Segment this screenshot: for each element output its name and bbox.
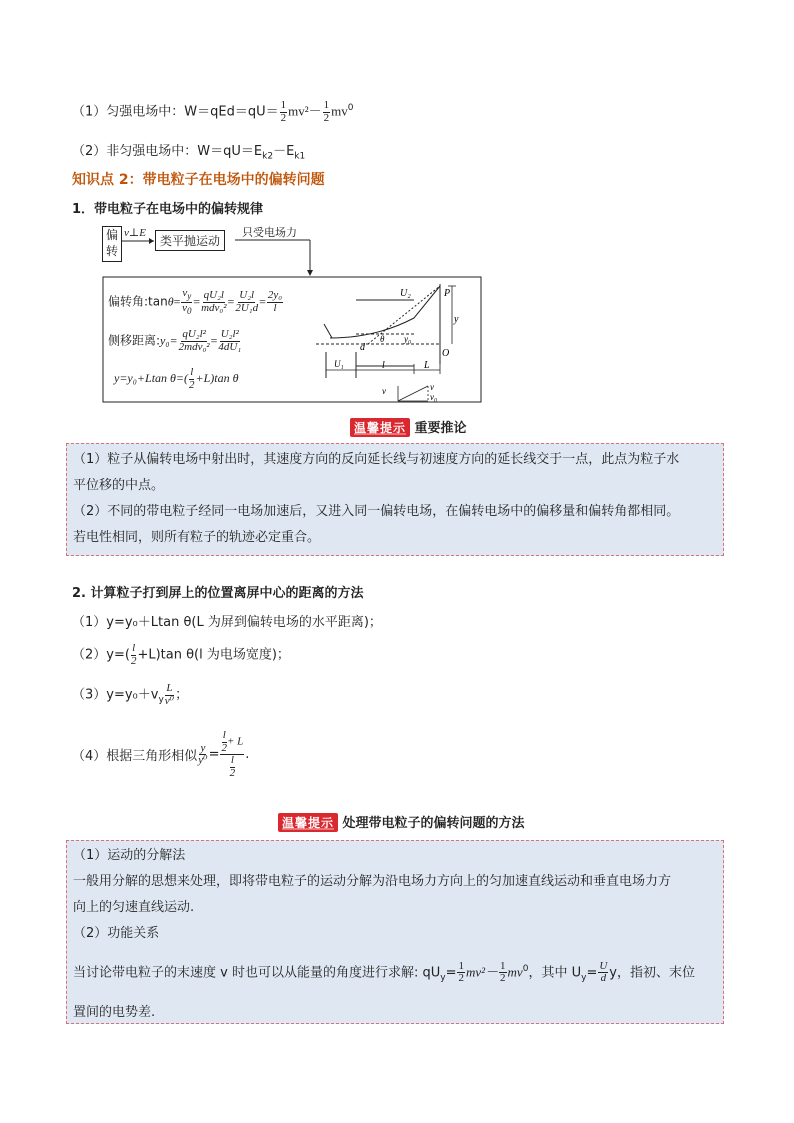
side-displacement-formula: 侧移距离:y₀= $\frac{\text{qU₂l²}}{\text{2mdv₀²}}$ = $\frac{\text{U₂l²}}{\text{4dU₁}}$ (108, 328, 242, 353)
fig-label-theta: θ (380, 334, 385, 344)
fig-label-vy: v (382, 386, 386, 396)
energy-formula-line: 当讨论带电粒子的末速度 v 时也可以从能量的角度进行求解: $qU_y=$ $\frac{1}{2}$ mv²－ $\frac{1}{2}$ $mv^0$，其中 $U_y=$ $\frac{U}{d}$ y，指初、末位 (73, 959, 695, 985)
only-force-label: 只受电场力 (242, 226, 297, 239)
deflect-box: 偏 转 (102, 226, 122, 262)
method-3: $(3)y=y_0+v_y$ $\frac{L}{\text{v⁰}}$ ； (72, 682, 189, 707)
fig-label-v0: v₀ (430, 392, 438, 402)
method-4: （4）根据三角形相似 $\frac{y}{\text{y⁰}}$ = $\frac{l}{2}$ + L $\frac{l}{2}$ . (72, 729, 250, 779)
work-uniform-field: （1）匀强电场中：W＝qEd＝qU＝ $\frac{1}{2}$ mv²－ $\frac{1}{2}$ $mv^0$ (72, 99, 354, 124)
fig-label-d: d (360, 342, 365, 353)
tip-title-2: 温馨提示 处理带电粒子的偏转问题的方法 (278, 812, 525, 832)
subheading-deflection-law: 1．带电粒子在电场中的偏转规律 (72, 202, 264, 217)
fig-label-y: y (454, 314, 459, 325)
tip-badge: 温馨提示 (350, 418, 410, 437)
fig-label-U2: U₂ (400, 288, 411, 299)
method-2: （2）y=( $\frac{l}{2}$ +L)tan θ(l 为电场宽度)； (72, 642, 290, 667)
fig-label-P: P (444, 288, 451, 299)
tip-badge: 温馨提示 (278, 813, 338, 832)
deflection-diagram (102, 224, 482, 404)
tip-title-1: 温馨提示 重要推论 (350, 417, 467, 437)
work-nonuniform-field: （2）非匀强电场中：$W=qU=E_{k2}-E_{k1}$ (72, 144, 306, 162)
fig-label-v: v (430, 382, 434, 392)
deflection-angle-formula: 偏转角:tanθ= $\frac{v_y}{v_0}$ = $\frac{\text{qU₂l}}{\text{mdv₀²}}$ = $\frac{\text{U₂l}}{\text{2U₁d}}$ = $\frac{\text{2y₀}}{l}$ (108, 287, 283, 316)
fig-label-y0: y₀ (404, 334, 412, 344)
method-1: （1）y=y₀＋Ltan θ(L 为屏到偏转电场的水平距离)； (72, 615, 382, 630)
section-heading: 知识点 2：带电粒子在电场中的偏转问题 (72, 172, 325, 188)
motion-box: 类平抛运动 (155, 230, 225, 251)
deflection-figure (316, 278, 482, 402)
tip-box-2: （1）运动的分解法 一般用分解的思想来处理，即将带电粒子的运动分解为沿电场力方向上的匀加速直线运动和垂直电场力方 向上的匀速直线运动. （2）功能关系 当讨论带电粒子的末速度 v 时也可以从能量的角度进行求解: $qU_y=$ $\frac{1}{2}$ mv²－ $\frac{1}{2}$ $mv^0$，其中 $U_y=$ $\frac{U}{d}$ y，指初、末位 置间的电势差. (66, 840, 724, 1024)
y-total-formula: y=y₀+Ltan θ=( $\frac{l}{2}$ +L)tan θ (114, 366, 239, 391)
fig-label-U1: U₁ (334, 359, 344, 369)
tip-box-1: （1）粒子从偏转电场中射出时，其速度方向的反向延长线与初速度方向的延长线交于一点，此点为粒子水 平位移的中点。 （2）不同的带电粒子经同一电场加速后，又进入同一偏转电场，在偏转电场中的偏移量和偏转角都相同。 若电性相同，则所有粒子的轨迹必定重合。 (66, 443, 724, 556)
subheading-screen-distance: 2. 计算粒子打到屏上的位置离屏中心的距离的方法 (72, 586, 364, 601)
condition-label: v⊥E (124, 227, 146, 239)
fig-label-l: l (382, 360, 385, 371)
frac-half: $\frac{1}{2}$ (280, 99, 287, 124)
fig-label-L: L (424, 360, 430, 371)
fig-label-O: O (442, 348, 450, 359)
frac-half: $\frac{1}{2}$ (323, 99, 330, 124)
